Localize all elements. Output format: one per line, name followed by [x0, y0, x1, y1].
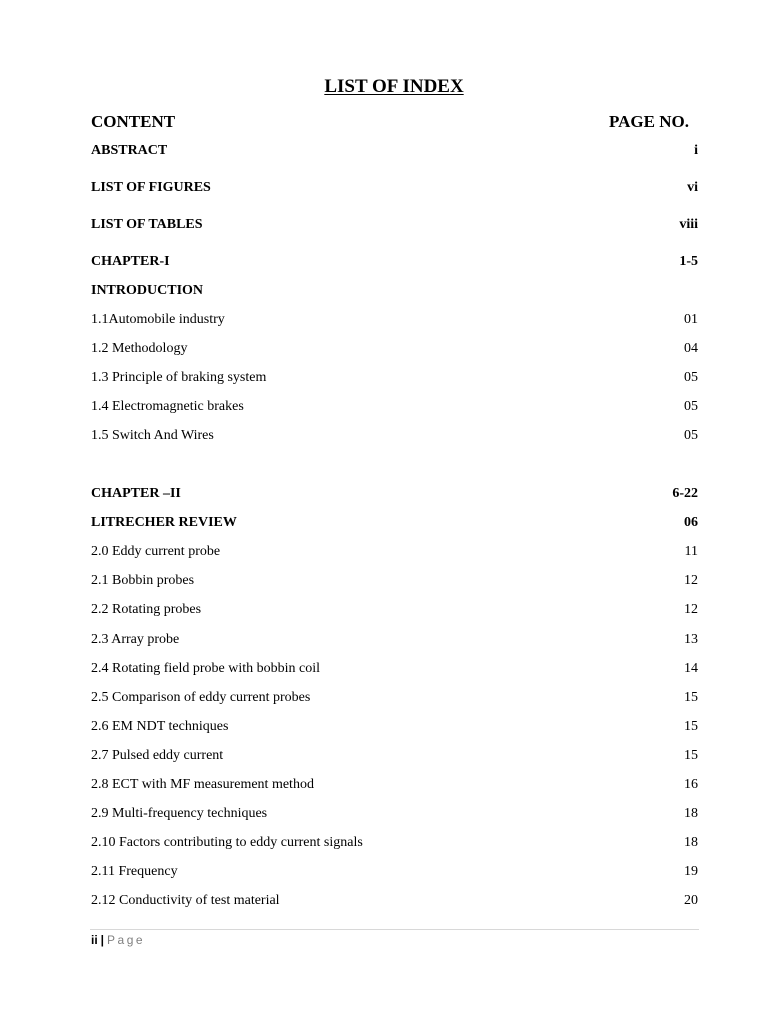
content-column-header: CONTENT	[91, 112, 176, 131]
index-entry-literature-review	[91, 515, 698, 535]
footer-page-word: Page	[107, 933, 146, 947]
index-entry	[91, 719, 698, 739]
index-entry	[91, 602, 698, 622]
entry-page: i	[694, 143, 698, 158]
entry-page: 12	[684, 573, 698, 588]
entry-label: 2.2 Rotating probes	[91, 602, 202, 617]
index-entry	[91, 428, 698, 448]
index-entry-introduction	[91, 283, 698, 303]
entry-label: INTRODUCTION	[91, 283, 204, 298]
page-footer	[91, 933, 145, 947]
index-entry-abstract	[91, 143, 698, 163]
index-entry	[91, 777, 698, 797]
entry-page: 15	[684, 719, 698, 734]
entry-label: 1.1Automobile industry	[91, 312, 225, 327]
entry-page: 13	[684, 632, 698, 647]
page-title: LIST OF INDEX	[324, 76, 464, 97]
entry-label: 1.5 Switch And Wires	[91, 428, 214, 443]
entry-page: 6-22	[672, 486, 698, 501]
entry-page: 20	[684, 893, 698, 908]
entry-label: 2.9 Multi-frequency techniques	[91, 806, 268, 821]
entry-label: ABSTRACT	[91, 143, 168, 158]
entry-label: 2.1 Bobbin probes	[91, 573, 195, 588]
index-entry	[91, 632, 698, 652]
entry-page: 05	[684, 399, 698, 414]
entry-label: CHAPTER-I	[91, 254, 170, 269]
index-entry	[91, 399, 698, 419]
entry-page: 19	[684, 864, 698, 879]
entry-page: 05	[684, 370, 698, 385]
index-entry	[91, 893, 698, 913]
index-entry	[91, 370, 698, 390]
index-entry-chapter-2	[91, 486, 698, 506]
index-entry-list-of-figures	[91, 180, 698, 200]
entry-label: LIST OF TABLES	[91, 217, 203, 232]
index-entry	[91, 748, 698, 768]
entry-page: 16	[684, 777, 698, 792]
entry-page: 01	[684, 312, 698, 327]
index-entry	[91, 806, 698, 826]
entry-page: 05	[684, 428, 698, 443]
page-no-column-header: PAGE NO.	[609, 112, 689, 131]
entry-label: 2.4 Rotating field probe with bobbin coil	[91, 661, 321, 676]
index-entry	[91, 312, 698, 332]
entry-label: 2.3 Array probe	[91, 632, 180, 647]
entry-page: 15	[684, 748, 698, 763]
entry-page: 06	[684, 515, 698, 530]
entry-label: 2.8 ECT with MF measurement method	[91, 777, 314, 792]
entry-label: LITRECHER REVIEW	[91, 515, 237, 530]
entry-page: vi	[687, 180, 698, 195]
entry-label: 2.7 Pulsed eddy current	[91, 748, 224, 763]
entry-label: 2.0 Eddy current probe	[91, 544, 221, 559]
entry-page: 1-5	[679, 254, 698, 269]
entry-label: LIST OF FIGURES	[91, 180, 211, 195]
entry-label: 1.2 Methodology	[91, 341, 188, 356]
entry-page: 04	[684, 341, 698, 356]
footer-separator: |	[100, 933, 105, 947]
entry-page: 18	[684, 806, 698, 821]
entry-label: CHAPTER –II	[91, 486, 181, 501]
index-entry-list-of-tables	[91, 217, 698, 237]
entry-label: 2.5 Comparison of eddy current probes	[91, 690, 311, 705]
index-entry	[91, 661, 698, 681]
entry-page: 15	[684, 690, 698, 705]
index-entry	[91, 544, 698, 564]
entry-page: 12	[684, 602, 698, 617]
entry-label: 2.6 EM NDT techniques	[91, 719, 229, 734]
entry-label: 2.11 Frequency	[91, 864, 178, 879]
entry-page: 11	[684, 544, 698, 559]
entry-page: viii	[679, 217, 698, 232]
index-entry	[91, 835, 698, 855]
entry-label: 2.12 Conductivity of test material	[91, 893, 280, 908]
entry-label: 2.10 Factors contributing to eddy current signals	[91, 835, 363, 850]
index-entry	[91, 341, 698, 361]
index-entry-chapter-1	[91, 254, 698, 274]
footer-page-number: ii	[91, 933, 98, 947]
entry-page: 18	[684, 835, 698, 850]
footer-divider	[90, 929, 699, 930]
entry-page: 14	[684, 661, 698, 676]
index-entry	[91, 690, 698, 710]
index-entry	[91, 573, 698, 593]
index-entry	[91, 864, 698, 884]
entry-label: 1.4 Electromagnetic brakes	[91, 399, 244, 414]
entry-label: 1.3 Principle of braking system	[91, 370, 267, 385]
